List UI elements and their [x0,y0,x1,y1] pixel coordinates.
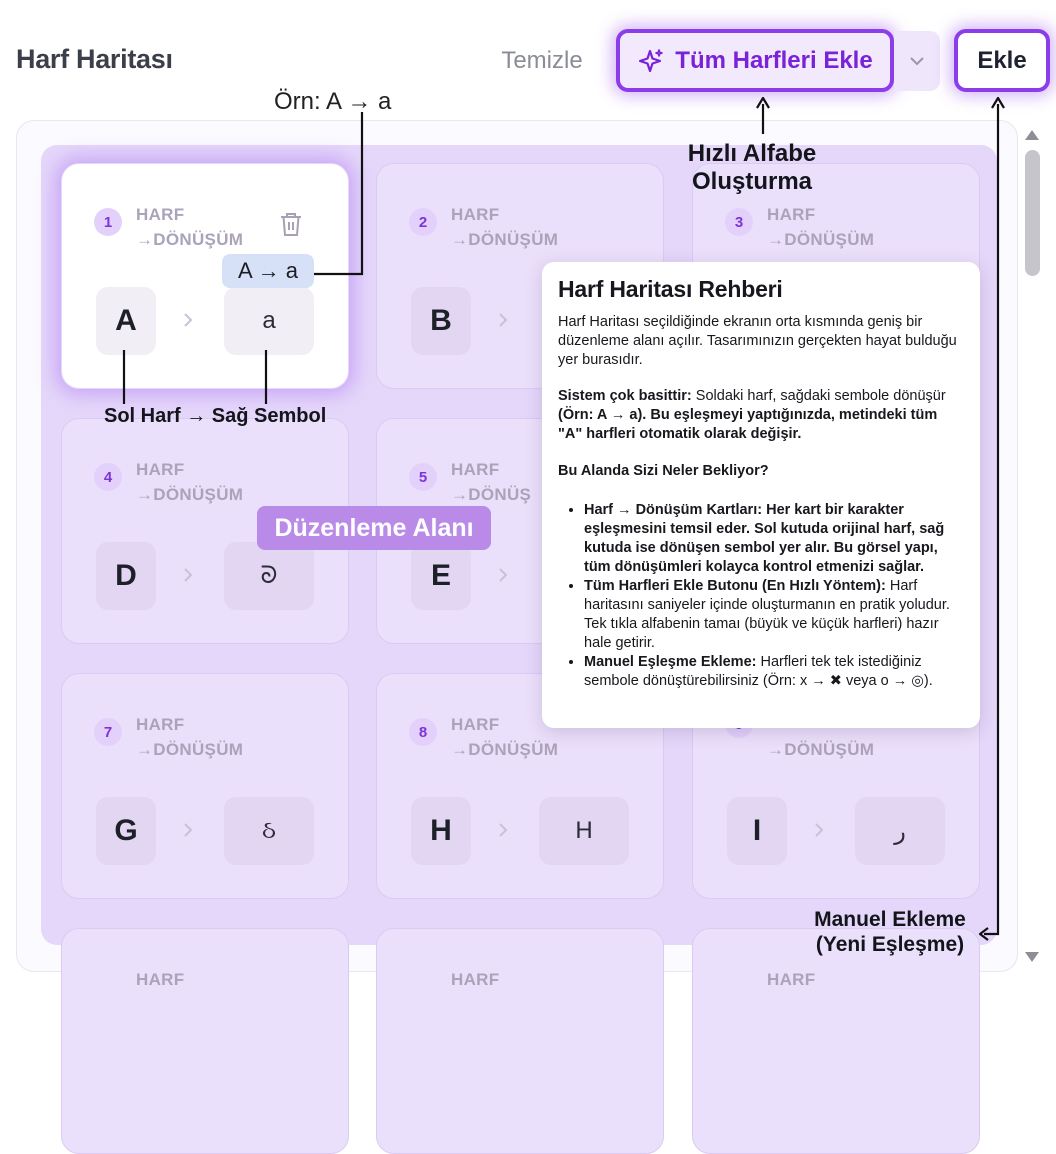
card-label: HARF →DÖNÜŞÜM [451,205,559,249]
guide-expect-heading: Bu Alanda Sizi Neler Bekliyor? [558,463,769,479]
chevron-right-icon [495,308,511,332]
source-letter[interactable]: E [411,542,471,610]
chevron-right-icon [495,818,511,842]
scroll-up-arrow-icon[interactable] [1024,128,1040,140]
card-label: HARF →DÖNÜŞÜM [136,715,244,759]
chevron-right-icon [495,563,511,587]
target-symbol[interactable]: a [224,287,314,355]
list-item-lead: Harf → Dönüşüm Kartları: [584,502,763,518]
card-label: →DÖNÜŞÜM [767,740,875,759]
chevron-down-icon [908,55,926,67]
card-label: HARF →DÖNÜŞÜM [136,460,244,504]
guide-system-lead: Sistem çok basittir: [558,388,692,404]
card-number: 1 [94,208,122,236]
card-label: HARF [451,970,500,989]
scrollbar-thumb[interactable] [1025,150,1040,276]
add-all-letters-button[interactable] [616,29,894,92]
card-label: HARF →DÖNÜŞÜM [451,715,559,759]
target-symbol[interactable]: H [539,797,629,865]
card-number: 2 [409,208,437,236]
target-symbol[interactable]: ᘐ [224,542,314,610]
chevron-right-icon [180,818,196,842]
edit-area-label: Düzenleme Alanı [257,506,491,550]
source-letter[interactable]: A [96,287,156,355]
add-all-dropdown-button[interactable] [894,31,940,91]
target-symbol[interactable]: ﺭ [855,797,945,865]
card-label: HARF →DÖNÜŞÜM [767,205,875,249]
card-label: HARF [767,970,816,989]
source-letter[interactable]: B [411,287,471,355]
card-label: HARF [136,970,185,989]
chevron-right-icon [180,563,196,587]
mapping-card[interactable] [61,928,349,1154]
example-chip: A → a [222,254,314,288]
card-number: 3 [725,208,753,236]
source-letter[interactable]: G [96,797,156,865]
list-item-text: Harfleri tek tek istediğiniz sembole dönüştürebilirsiniz (Örn: x → ✖ veya o → ◎). [584,654,933,689]
card-label: HARF →DÖNÜŞÜM [136,205,244,249]
page-title: Harf Haritası [16,44,173,74]
guide-list [558,501,964,691]
list-item [584,653,964,691]
guide-system [558,387,964,444]
sparkle-icon [637,47,665,75]
guide-popup [542,262,980,728]
add-mapping-button[interactable]: Ekle [954,29,1050,92]
card-label: HARF →DÖNÜŞ [451,460,532,504]
guide-intro: Harf Haritası seçildiğinde ekranın orta kısmında geniş bir düzenleme alanı açılır. Tasarımınızın gerçekten hayat bulduğu yer burasıdır. [558,314,957,368]
source-letter[interactable]: H [411,797,471,865]
list-item-text: Her kart bir karakter eşleşmesini temsil eder. Sol kutuda orijinal harf, sağ kutuda ise dönüşen sembol yer alır. Bu görsel yapı, tüm dönüşümleri kolayca kontrol etmenizi sağlar. [584,502,945,575]
pair-annotation: Sol Harf → Sağ Sembol [104,405,327,427]
card-number: 8 [409,718,437,746]
guide-title: Harf Haritası Rehberi [558,276,783,302]
clear-button[interactable]: Temizle [486,42,598,80]
source-letter[interactable]: I [727,797,787,865]
manual-add-annotation: Manuel Ekleme (Yeni Eşleşme) [814,908,966,956]
mapping-card[interactable] [376,928,664,1154]
card-number: 7 [94,718,122,746]
card-number: 5 [409,463,437,491]
list-item [584,577,964,653]
card-number: 4 [94,463,122,491]
list-item [584,501,964,577]
list-item-lead: Tüm Harfleri Ekle Butonu (En Hızlı Yöntem): [584,578,886,594]
mapping-card[interactable] [61,673,349,899]
example-annotation: Örn: A → a [274,88,392,115]
chevron-right-icon [180,308,196,332]
add-all-letters-label: Tüm Harfleri Ekle [675,46,873,74]
mapping-card[interactable] [692,928,980,1154]
fast-alphabet-annotation: Hızlı Alfabe Oluşturma [687,140,817,195]
source-letter[interactable]: D [96,542,156,610]
trash-icon[interactable] [278,210,304,238]
list-item-lead: Manuel Eşleşme Ekleme: [584,654,757,670]
scroll-down-arrow-icon[interactable] [1024,950,1040,962]
guide-system-text: Soldaki harf, sağdaki sembole dönüşür [691,388,946,404]
list-item-text: Harf haritasını saniyeler içinde oluşturmanın en pratik yoludur. Tek tıkla alfabenin tamaı (büyük ve küçük harfleri) hazır hale getirir. [584,578,950,651]
guide-system-example: (Örn: A → a). Bu eşleşmeyi yaptığınızda, metindeki tüm "A" harfleri otomatik olarak değişir. [558,407,938,442]
target-symbol[interactable]: ઠ [224,797,314,865]
chevron-right-icon [811,818,827,842]
